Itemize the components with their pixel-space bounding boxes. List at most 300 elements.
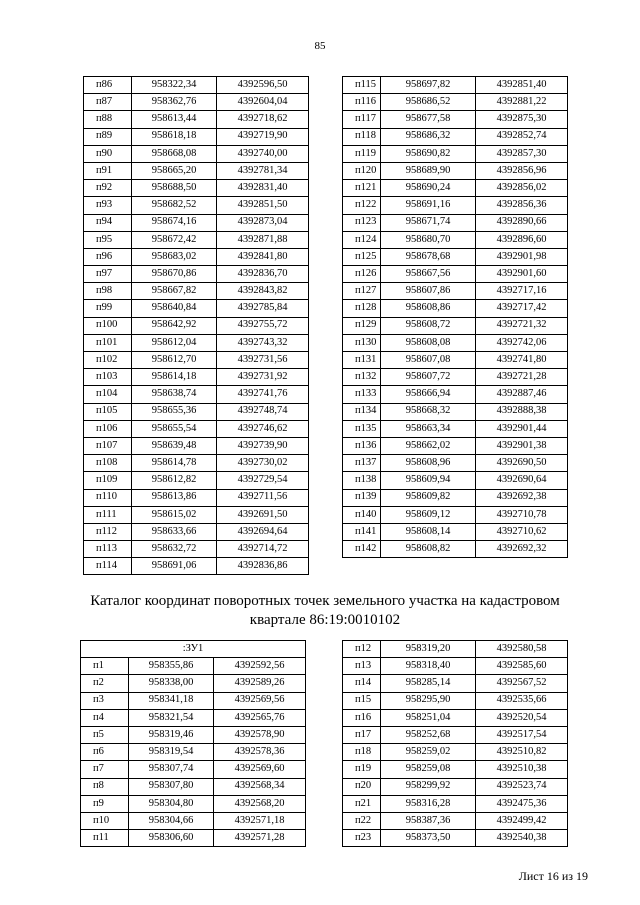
table-row: [84, 77, 309, 94]
x-coordinate: 958259,08: [381, 761, 476, 778]
table-row: [84, 283, 309, 300]
x-coordinate: 958608,14: [381, 523, 476, 540]
point-name: п115: [343, 77, 381, 94]
point-name: п5: [81, 726, 129, 743]
point-name: п137: [343, 455, 381, 472]
x-coordinate: 958672,42: [132, 231, 217, 248]
y-coordinate: 4392873,04: [217, 214, 309, 231]
point-name: п94: [84, 214, 132, 231]
point-name: п127: [343, 283, 381, 300]
point-name: п116: [343, 94, 381, 111]
table-row: [81, 744, 306, 761]
x-coordinate: 958682,52: [132, 197, 217, 214]
table-row: [343, 744, 568, 761]
point-name: п142: [343, 541, 381, 558]
y-coordinate: 4392585,60: [476, 658, 568, 675]
y-coordinate: 4392785,84: [217, 300, 309, 317]
point-name: п91: [84, 162, 132, 179]
point-name: п99: [84, 300, 132, 317]
x-coordinate: 958608,96: [381, 455, 476, 472]
x-coordinate: 958607,08: [381, 352, 476, 369]
sheet-footer: Лист 16 из 19: [518, 869, 588, 883]
x-coordinate: 958608,08: [381, 334, 476, 351]
point-name: п141: [343, 523, 381, 540]
point-name: п14: [343, 675, 381, 692]
point-name: п104: [84, 386, 132, 403]
table-row: [343, 145, 568, 162]
y-coordinate: 4392856,96: [476, 162, 568, 179]
y-coordinate: 4392520,54: [476, 709, 568, 726]
x-coordinate: 958668,32: [381, 403, 476, 420]
x-coordinate: 958362,76: [132, 94, 217, 111]
x-coordinate: 958691,16: [381, 197, 476, 214]
y-coordinate: 4392843,82: [217, 283, 309, 300]
y-coordinate: 4392721,32: [476, 317, 568, 334]
table-row: [343, 812, 568, 829]
x-coordinate: 958295,90: [381, 692, 476, 709]
point-name: п101: [84, 334, 132, 351]
table-row: [81, 692, 306, 709]
x-coordinate: 958338,00: [129, 675, 214, 692]
table-row: [343, 692, 568, 709]
point-name: п121: [343, 180, 381, 197]
table-row: [84, 403, 309, 420]
x-coordinate: 958667,56: [381, 266, 476, 283]
x-coordinate: 958321,54: [129, 709, 214, 726]
x-coordinate: 958252,68: [381, 726, 476, 743]
x-coordinate: 958251,04: [381, 709, 476, 726]
y-coordinate: 4392714,72: [217, 541, 309, 558]
y-coordinate: 4392596,50: [217, 77, 309, 94]
y-coordinate: 4392721,28: [476, 369, 568, 386]
table-row: [84, 523, 309, 540]
table-row: [84, 506, 309, 523]
table-row: [343, 472, 568, 489]
table-row: [81, 795, 306, 812]
x-coordinate: 958642,92: [132, 317, 217, 334]
y-coordinate: 4392731,92: [217, 369, 309, 386]
x-coordinate: 958609,12: [381, 506, 476, 523]
x-coordinate: 958607,72: [381, 369, 476, 386]
y-coordinate: 4392731,56: [217, 352, 309, 369]
y-coordinate: 4392856,02: [476, 180, 568, 197]
point-name: п132: [343, 369, 381, 386]
x-coordinate: 958299,92: [381, 778, 476, 795]
table-row: [343, 541, 568, 558]
x-coordinate: 958612,04: [132, 334, 217, 351]
y-coordinate: 4392857,30: [476, 145, 568, 162]
x-coordinate: 958615,02: [132, 506, 217, 523]
y-coordinate: 4392717,16: [476, 283, 568, 300]
point-name: п15: [343, 692, 381, 709]
y-coordinate: 4392694,64: [217, 523, 309, 540]
point-name: п122: [343, 197, 381, 214]
point-name: п114: [84, 558, 132, 575]
x-coordinate: 958373,50: [381, 830, 476, 847]
x-coordinate: 958307,80: [129, 778, 214, 795]
y-coordinate: 4392569,56: [214, 692, 306, 709]
point-name: п102: [84, 352, 132, 369]
point-name: п23: [343, 830, 381, 847]
table-row: [84, 558, 309, 575]
table-row: [343, 403, 568, 420]
x-coordinate: 958612,82: [132, 472, 217, 489]
point-name: п22: [343, 812, 381, 829]
point-name: п96: [84, 248, 132, 265]
coordinates-table-2-left: [80, 640, 306, 847]
point-name: п106: [84, 420, 132, 437]
y-coordinate: 4392535,66: [476, 692, 568, 709]
y-coordinate: 4392743,32: [217, 334, 309, 351]
table-row: [84, 472, 309, 489]
point-name: п100: [84, 317, 132, 334]
y-coordinate: 4392741,80: [476, 352, 568, 369]
y-coordinate: 4392690,50: [476, 455, 568, 472]
x-coordinate: 958322,34: [132, 77, 217, 94]
x-coordinate: 958670,86: [132, 266, 217, 283]
table-row: [343, 658, 568, 675]
table-row: [84, 300, 309, 317]
y-coordinate: 4392881,22: [476, 94, 568, 111]
table-row: [343, 180, 568, 197]
point-name: п7: [81, 761, 129, 778]
point-name: п16: [343, 709, 381, 726]
parcel-label: :ЗУ1: [81, 641, 306, 658]
y-coordinate: 4392755,72: [217, 317, 309, 334]
y-coordinate: 4392888,38: [476, 403, 568, 420]
y-coordinate: 4392517,54: [476, 726, 568, 743]
x-coordinate: 958608,86: [381, 300, 476, 317]
y-coordinate: 4392578,90: [214, 726, 306, 743]
y-coordinate: 4392841,80: [217, 248, 309, 265]
point-name: п1: [81, 658, 129, 675]
y-coordinate: 4392578,36: [214, 744, 306, 761]
table-row: [84, 541, 309, 558]
point-name: п4: [81, 709, 129, 726]
point-name: п21: [343, 795, 381, 812]
point-name: п89: [84, 128, 132, 145]
table-row: [84, 248, 309, 265]
table-row: [343, 437, 568, 454]
y-coordinate: 4392510,38: [476, 761, 568, 778]
y-coordinate: 4392901,60: [476, 266, 568, 283]
table-row: [343, 111, 568, 128]
table-row: [343, 455, 568, 472]
table-row: [343, 709, 568, 726]
y-coordinate: 4392567,52: [476, 675, 568, 692]
x-coordinate: 958618,18: [132, 128, 217, 145]
point-name: п118: [343, 128, 381, 145]
point-name: п12: [343, 641, 381, 658]
table-row: [84, 420, 309, 437]
x-coordinate: 958633,66: [132, 523, 217, 540]
y-coordinate: 4392890,66: [476, 214, 568, 231]
y-coordinate: 4392571,18: [214, 812, 306, 829]
x-coordinate: 958680,70: [381, 231, 476, 248]
y-coordinate: 4392739,90: [217, 437, 309, 454]
point-name: п131: [343, 352, 381, 369]
point-name: п2: [81, 675, 129, 692]
x-coordinate: 958662,02: [381, 437, 476, 454]
x-coordinate: 958318,40: [381, 658, 476, 675]
x-coordinate: 958632,72: [132, 541, 217, 558]
table-row: [84, 214, 309, 231]
x-coordinate: 958667,82: [132, 283, 217, 300]
table-row: [84, 489, 309, 506]
point-name: п98: [84, 283, 132, 300]
point-name: п17: [343, 726, 381, 743]
table-row: [84, 162, 309, 179]
table-row: [81, 675, 306, 692]
point-name: п88: [84, 111, 132, 128]
y-coordinate: 4392718,62: [217, 111, 309, 128]
point-name: п20: [343, 778, 381, 795]
x-coordinate: 958639,48: [132, 437, 217, 454]
table-row: [343, 283, 568, 300]
table-row: [81, 726, 306, 743]
y-coordinate: 4392691,50: [217, 506, 309, 523]
x-coordinate: 958677,58: [381, 111, 476, 128]
table-row: [84, 455, 309, 472]
x-coordinate: 958304,80: [129, 795, 214, 812]
y-coordinate: 4392589,26: [214, 675, 306, 692]
x-coordinate: 958686,52: [381, 94, 476, 111]
point-name: п136: [343, 437, 381, 454]
point-name: п6: [81, 744, 129, 761]
table-row: [81, 778, 306, 795]
y-coordinate: 4392901,44: [476, 420, 568, 437]
y-coordinate: 4392741,76: [217, 386, 309, 403]
x-coordinate: 958663,34: [381, 420, 476, 437]
coordinates-table-1-left: [83, 76, 309, 575]
y-coordinate: 4392711,56: [217, 489, 309, 506]
y-coordinate: 4392875,30: [476, 111, 568, 128]
y-coordinate: 4392571,28: [214, 830, 306, 847]
table-row: [343, 197, 568, 214]
point-name: п110: [84, 489, 132, 506]
point-name: п126: [343, 266, 381, 283]
table-row: [343, 726, 568, 743]
x-coordinate: 958688,50: [132, 180, 217, 197]
x-coordinate: 958668,08: [132, 145, 217, 162]
point-name: п92: [84, 180, 132, 197]
table-row: [343, 248, 568, 265]
table-row: [84, 386, 309, 403]
point-name: п103: [84, 369, 132, 386]
x-coordinate: 958355,86: [129, 658, 214, 675]
y-coordinate: 4392580,58: [476, 641, 568, 658]
y-coordinate: 4392901,38: [476, 437, 568, 454]
y-coordinate: 4392887,46: [476, 386, 568, 403]
table-row: [343, 778, 568, 795]
table-row: [84, 145, 309, 162]
y-coordinate: 4392499,42: [476, 812, 568, 829]
x-coordinate: 958614,78: [132, 455, 217, 472]
y-coordinate: 4392710,78: [476, 506, 568, 523]
y-coordinate: 4392710,62: [476, 523, 568, 540]
y-coordinate: 4392692,32: [476, 541, 568, 558]
point-name: п133: [343, 386, 381, 403]
point-name: п139: [343, 489, 381, 506]
table-row: [343, 523, 568, 540]
table-row: [84, 352, 309, 369]
x-coordinate: 958316,28: [381, 795, 476, 812]
table-row: [84, 111, 309, 128]
table-row: [343, 334, 568, 351]
table-row: [81, 830, 306, 847]
catalog-title: [60, 592, 590, 630]
x-coordinate: 958285,14: [381, 675, 476, 692]
point-name: п129: [343, 317, 381, 334]
point-name: п90: [84, 145, 132, 162]
y-coordinate: 4392871,88: [217, 231, 309, 248]
table-row: [343, 94, 568, 111]
y-coordinate: 4392896,60: [476, 231, 568, 248]
table-row: [84, 317, 309, 334]
point-name: п10: [81, 812, 129, 829]
y-coordinate: 4392856,36: [476, 197, 568, 214]
point-name: п86: [84, 77, 132, 94]
x-coordinate: 958607,86: [381, 283, 476, 300]
y-coordinate: 4392836,70: [217, 266, 309, 283]
y-coordinate: 4392748,74: [217, 403, 309, 420]
table-row: [81, 658, 306, 675]
catalog-title-line1: Каталог координат поворотных точек земельного участка на кадастровом: [90, 593, 560, 609]
table-row: [343, 489, 568, 506]
table-row: [343, 266, 568, 283]
table-row: [343, 162, 568, 179]
point-name: п117: [343, 111, 381, 128]
table-row: [343, 386, 568, 403]
page-number: 85: [314, 40, 326, 52]
table-row: [343, 352, 568, 369]
y-coordinate: 4392475,36: [476, 795, 568, 812]
table-row: [81, 812, 306, 829]
y-coordinate: 4392719,90: [217, 128, 309, 145]
point-name: п11: [81, 830, 129, 847]
y-coordinate: 4392568,20: [214, 795, 306, 812]
x-coordinate: 958613,44: [132, 111, 217, 128]
point-name: п109: [84, 472, 132, 489]
x-coordinate: 958655,36: [132, 403, 217, 420]
point-name: п112: [84, 523, 132, 540]
x-coordinate: 958609,94: [381, 472, 476, 489]
table-row: [84, 94, 309, 111]
y-coordinate: 4392746,62: [217, 420, 309, 437]
x-coordinate: 958691,06: [132, 558, 217, 575]
table-row: [84, 128, 309, 145]
table-row: [343, 231, 568, 248]
point-name: п108: [84, 455, 132, 472]
x-coordinate: 958665,20: [132, 162, 217, 179]
x-coordinate: 958613,86: [132, 489, 217, 506]
y-coordinate: 4392604,04: [217, 94, 309, 111]
point-name: п8: [81, 778, 129, 795]
point-name: п19: [343, 761, 381, 778]
point-name: п134: [343, 403, 381, 420]
table-row: [84, 266, 309, 283]
table-row: [343, 761, 568, 778]
x-coordinate: 958307,74: [129, 761, 214, 778]
x-coordinate: 958608,72: [381, 317, 476, 334]
point-name: п119: [343, 145, 381, 162]
y-coordinate: 4392831,40: [217, 180, 309, 197]
table-row: [343, 675, 568, 692]
table-row: [343, 795, 568, 812]
x-coordinate: 958319,20: [381, 641, 476, 658]
table-row: [84, 180, 309, 197]
y-coordinate: 4392729,54: [217, 472, 309, 489]
x-coordinate: 958678,68: [381, 248, 476, 265]
y-coordinate: 4392836,86: [217, 558, 309, 575]
y-coordinate: 4392781,34: [217, 162, 309, 179]
table-row: [84, 334, 309, 351]
y-coordinate: 4392540,38: [476, 830, 568, 847]
table-row: [84, 369, 309, 386]
table-row: [343, 214, 568, 231]
y-coordinate: 4392901,98: [476, 248, 568, 265]
point-name: п97: [84, 266, 132, 283]
table-row: [81, 709, 306, 726]
point-name: п3: [81, 692, 129, 709]
x-coordinate: 958614,18: [132, 369, 217, 386]
x-coordinate: 958609,82: [381, 489, 476, 506]
table-row: [84, 197, 309, 214]
x-coordinate: 958674,16: [132, 214, 217, 231]
point-name: п140: [343, 506, 381, 523]
x-coordinate: 958319,54: [129, 744, 214, 761]
table-row: [343, 317, 568, 334]
y-coordinate: 4392742,06: [476, 334, 568, 351]
x-coordinate: 958689,90: [381, 162, 476, 179]
y-coordinate: 4392592,56: [214, 658, 306, 675]
point-name: п128: [343, 300, 381, 317]
y-coordinate: 4392730,02: [217, 455, 309, 472]
x-coordinate: 958387,36: [381, 812, 476, 829]
table-row: [343, 300, 568, 317]
point-name: п87: [84, 94, 132, 111]
point-name: п135: [343, 420, 381, 437]
y-coordinate: 4392568,34: [214, 778, 306, 795]
x-coordinate: 958690,24: [381, 180, 476, 197]
x-coordinate: 958306,60: [129, 830, 214, 847]
table-row: [343, 128, 568, 145]
x-coordinate: 958612,70: [132, 352, 217, 369]
point-name: п18: [343, 744, 381, 761]
y-coordinate: 4392523,74: [476, 778, 568, 795]
y-coordinate: 4392852,74: [476, 128, 568, 145]
table-row: [343, 369, 568, 386]
point-name: п95: [84, 231, 132, 248]
catalog-title-line2: квартале 86:19:0010102: [249, 612, 401, 628]
point-name: п125: [343, 248, 381, 265]
x-coordinate: 958666,94: [381, 386, 476, 403]
x-coordinate: 958341,18: [129, 692, 214, 709]
coordinates-table-1-right: [342, 76, 568, 558]
table-row: [343, 641, 568, 658]
x-coordinate: 958686,32: [381, 128, 476, 145]
point-name: п93: [84, 197, 132, 214]
point-name: п130: [343, 334, 381, 351]
point-name: п120: [343, 162, 381, 179]
point-name: п138: [343, 472, 381, 489]
y-coordinate: 4392740,00: [217, 145, 309, 162]
point-name: п123: [343, 214, 381, 231]
y-coordinate: 4392690,64: [476, 472, 568, 489]
point-name: п111: [84, 506, 132, 523]
table-row: [343, 830, 568, 847]
x-coordinate: 958671,74: [381, 214, 476, 231]
